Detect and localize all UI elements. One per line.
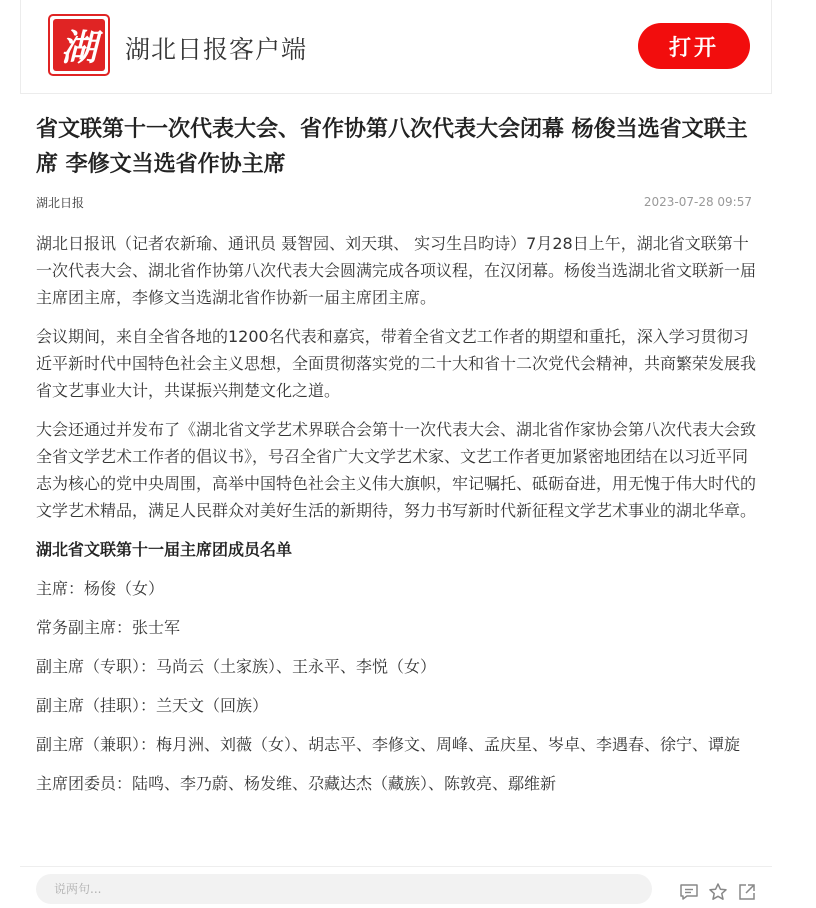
logo-glyph: 湖 [53, 19, 105, 71]
share-icon[interactable] [736, 881, 758, 903]
star-icon[interactable] [707, 881, 729, 903]
app-banner [20, 0, 772, 94]
article-body [36, 230, 758, 809]
article-paragraph: 大会还通过并发布了《湖北省文学艺术界联合会第十一次代表大会、湖北省作家协会第八次代表大会致全省文学艺术工作者的倡议书》，号召全省广大文学艺术家、文艺工作者更加紧密地团结在以习近平同志为核心的党中央周围，高举中国特色社会主义伟大旗帜，牢记嘱托、砥砺奋进，用无愧于伟大时代的文学艺术精品，满足人民群众对美好生活的新期待，努力书写新时代新征程文学艺术事业的湖北华章。 [36, 420, 757, 520]
comment-icon[interactable] [678, 881, 700, 903]
app-logo[interactable] [48, 14, 110, 76]
member-line: 副主席（挂职）：兰天文（回族） [36, 696, 269, 715]
article-time: 2023-07-28 09:57 [643, 195, 752, 209]
member-line: 主席团委员：陆鸣、李乃蔚、杨发维、尕藏达杰（藏族）、陈敦亮、鄢维新 [36, 774, 557, 793]
article-title: 省文联第十一次代表大会、省作协第八次代表大会闭幕 杨俊当选省文联主席 李修文当选省作协主席 [36, 117, 748, 177]
open-app-button[interactable]: 打开 [638, 23, 750, 69]
member-list-heading: 湖北省文联第十一届主席团成员名单 [36, 540, 293, 559]
comment-input[interactable] [36, 874, 652, 904]
member-line: 常务副主席：张士军 [36, 618, 181, 637]
article-source[interactable]: 湖北日报 [36, 196, 85, 210]
member-line: 副主席（兼职）：梅月洲、刘薇（女）、胡志平、李修文、周峰、孟庆星、岑卓、李遇春、徐宁、谭旋 [36, 735, 741, 754]
article-paragraph: 会议期间，来自全省各地的1200名代表和嘉宾，带着全省文艺工作者的期望和重托，深入学习贯彻习近平新时代中国特色社会主义思想，全面贯彻落实党的二十大和省十二次党代会精神，共商繁荣发展我省文艺事业大计，共谋振兴荆楚文化之道。 [36, 327, 757, 400]
member-line: 主席：杨俊（女） [36, 579, 165, 598]
comment-bar [20, 866, 772, 908]
member-line: 副主席（专职）：马尚云（土家族）、王永平、李悦（女） [36, 657, 437, 676]
app-name: 湖北日报客户端 [125, 35, 308, 64]
article-paragraph: 湖北日报讯（记者农新瑜、通讯员 聂智园、刘天琪、 实习生吕昀诗）7月28日上午，湖北省文联第十一次代表大会、湖北省作协第八次代表大会圆满完成各项议程，在汉闭幕。杨俊当选湖北省文联新一届主席团主席，李修文当选湖北省作协新一届主席团主席。 [36, 234, 757, 307]
